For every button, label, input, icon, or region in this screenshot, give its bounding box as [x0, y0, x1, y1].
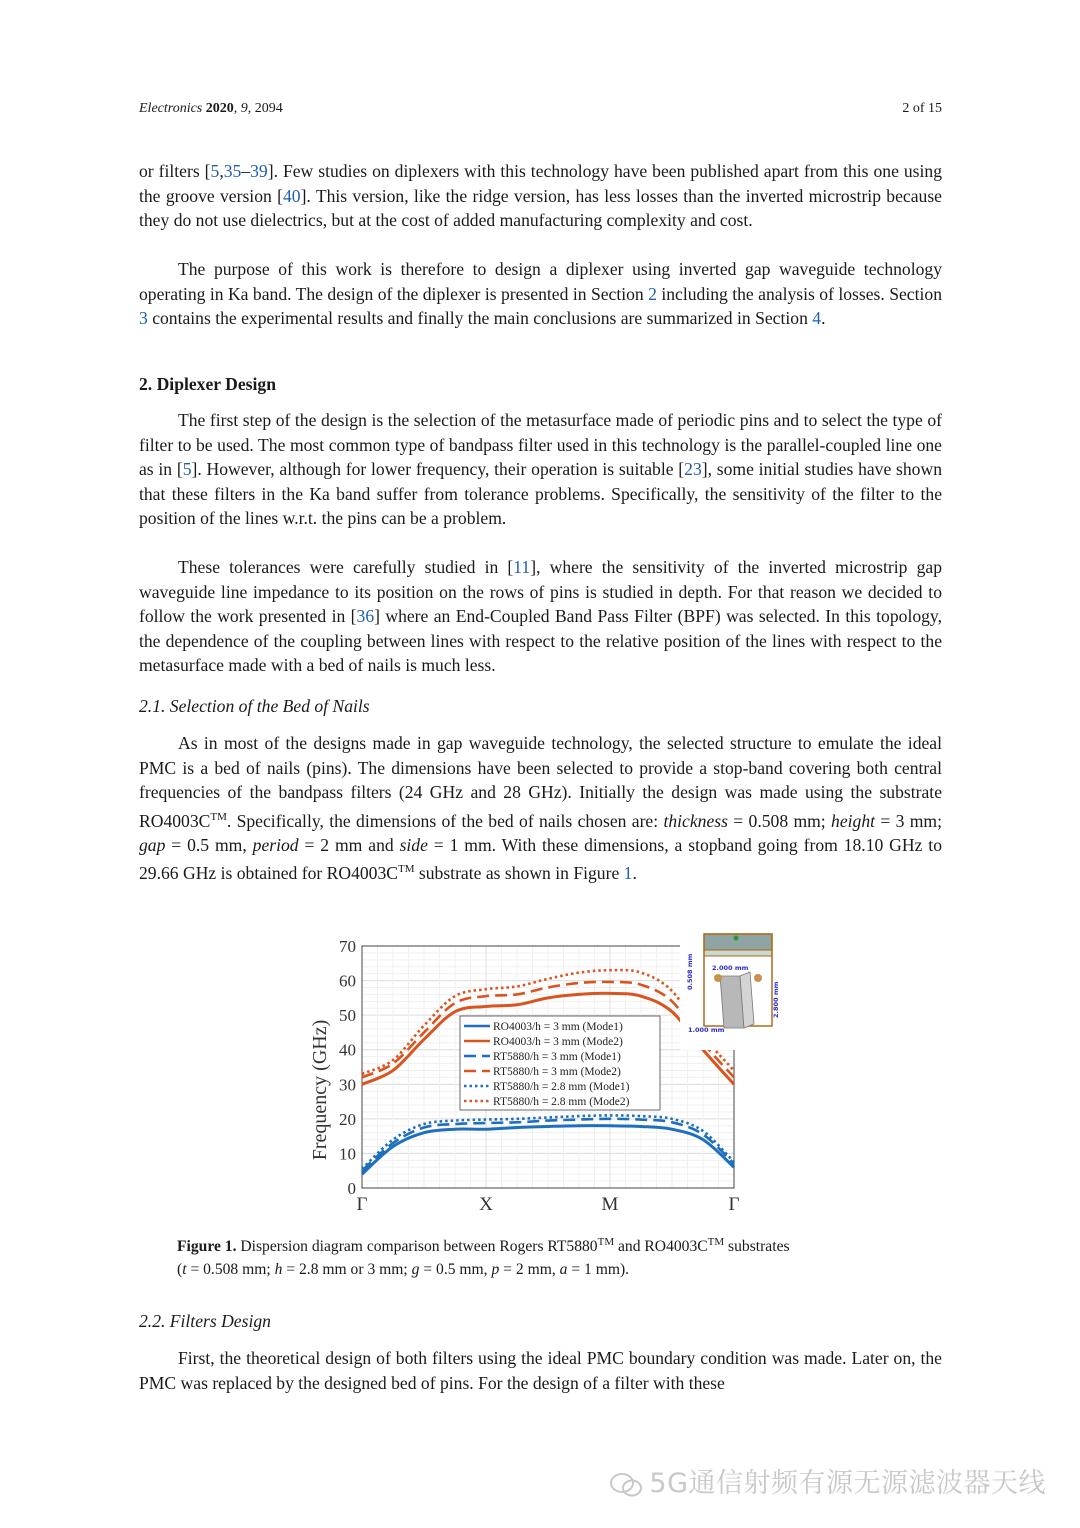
y-axis-label: Frequency (GHz): [309, 1019, 331, 1161]
y-tick-label: 40: [339, 1040, 356, 1060]
subsection-heading: 2.1. Selection of the Bed of Nails: [139, 696, 370, 716]
citation-link[interactable]: 35: [223, 161, 242, 181]
y-tick-label: 70: [339, 937, 356, 956]
citation-link[interactable]: 23: [684, 459, 702, 479]
y-tick-label: 10: [339, 1144, 356, 1164]
y-tick-label: 0: [347, 1179, 356, 1198]
journal-citation: Electronics 2020, 9, 2094: [139, 101, 283, 116]
wechat-watermark: 5G通信射频有源无源滤波器天线: [609, 1461, 1046, 1500]
y-tick-label: 60: [339, 971, 356, 991]
dispersion-diagram: [300, 928, 780, 1218]
inset-port-right: [754, 974, 762, 982]
wechat-icon: [609, 1472, 643, 1498]
citation-link[interactable]: 39: [250, 161, 268, 181]
section-link[interactable]: 2: [648, 283, 657, 304]
y-tick-label: 50: [339, 1006, 356, 1026]
legend-entry: RT5880/h = 2.8 mm (Mode2): [493, 1096, 630, 1108]
paragraph-5: As in most of the designs made in gap waveguide technology, the selected structure to emulate the ideal PMC is a bed of nails (pins). The dimensions have been selected to provide a stop-band covering both central frequencies of the bandpass filters (24 GHz and 28 GHz). Initially the design was made using the substrate RO4003C™. Specifically, the dimensions of the bed of nails chosen are: thickness = 0.508 mm; height = 3 mm; gap = 0.5 mm, period = 2 mm and side = 1 mm. With these dimensions, a stopband going from 18.10 GHz to 29.66 GHz is obtained for RO4003C™ substrate as shown in Figure 1.: [139, 733, 942, 884]
inset-substrate: [704, 950, 772, 956]
citation-link[interactable]: 5: [182, 459, 192, 479]
paragraph-3: The first step of the design is the selection of the metasurface made of periodic pins and to select the type of filter to be used. The most common type of bandpass filter used in this technology is the parallel-coupled line one as in [5]. However, although for lower frequency, their operation is suitable [23], some initial studies have shown that these filters in the Ka band suffer from tolerance problems. Specifically, the sensitivity of the filter to the position of the lines w.r.t. the pins can be a problem.: [139, 410, 942, 528]
x-tick-label: Γ: [356, 1194, 368, 1215]
citation-link[interactable]: 11: [513, 557, 531, 577]
x-tick-label: X: [479, 1194, 493, 1215]
citation-link[interactable]: 40: [282, 185, 301, 206]
dispersion-chart: [300, 928, 780, 1218]
inset-top-plate: [704, 934, 772, 950]
legend-entry: RO4003/h = 3 mm (Mode2): [493, 1036, 623, 1048]
inset-dim-height: 2.800 mm: [772, 981, 780, 1018]
inset-port-left: [714, 974, 722, 982]
legend-entry: RT5880/h = 3 mm (Mode1): [493, 1051, 621, 1063]
x-tick-label: Γ: [728, 1194, 740, 1215]
section-heading: 2. Diplexer Design: [139, 374, 276, 394]
unit-cell-inset: [680, 932, 780, 1050]
page-number: 2 of 15: [902, 101, 942, 116]
paragraph-6: First, the theoretical design of both filters using the ideal PMC boundary condition was made. Later on, the PMC was replaced by the designed bed of pins. For the design of a filter with these: [139, 1348, 942, 1393]
section-link[interactable]: 4: [812, 308, 822, 328]
inset-dim-thickness: 0.508 mm: [686, 953, 694, 990]
legend-entry: RO4003/h = 3 mm (Mode1): [493, 1021, 623, 1033]
inset-axis-marker: [734, 936, 739, 941]
section-link[interactable]: 3: [139, 308, 148, 328]
citation-link[interactable]: 5: [210, 161, 220, 181]
y-tick-label: 30: [339, 1075, 356, 1095]
subsection-heading: 2.2. Filters Design: [139, 1311, 271, 1331]
figure-caption: Figure 1. Dispersion diagram comparison between Rogers RT5880™ and RO4003C™ substrates (t = 0.508 mm; h = 2.8 mm or 3 mm; g = 0.5 mm, p = 2 mm, a = 1 mm).: [177, 1236, 790, 1279]
legend-entry: RT5880/h = 3 mm (Mode2): [493, 1066, 621, 1078]
paragraph-4: These tolerances were carefully studied in [11], where the sensitivity of the inverted microstrip gap waveguide line impedance to its position on the rows of pins is studied in depth. For that reason we decided to follow the work presented in [36] where an End-Coupled Band Pass Filter (BPF) was selected. In this topology, the dependence of the coupling between lines with respect to the relative position of the lines with respect to the metasurface made with a bed of nails is much less.: [139, 557, 942, 675]
x-tick-label: M: [601, 1194, 619, 1215]
paragraph-1: or filters [5,35–39]. Few studies on diplexers with this technology have been published apart from this one using the groove version [40]. This version, like the ridge version, has less losses than the inverted microstrip because they do not use dielectrics, but at the cost of added manufacturing complexity and cost.: [139, 161, 942, 230]
legend-entry: RT5880/h = 2.8 mm (Mode1): [493, 1081, 630, 1093]
citation-link[interactable]: 36: [356, 606, 375, 626]
figure-link[interactable]: 1: [623, 863, 633, 884]
paragraph-2: The purpose of this work is therefore to design a diplexer using inverted gap waveguide technology operating in Ka band. The design of the diplexer is presented in Section 2 including the analysis of losses. Section 3 contains the experimental results and finally the main conclusions are summarized in Section 4.: [139, 259, 942, 328]
chart-legend: [460, 1016, 660, 1110]
inset-dim-period: 2.000 mm: [712, 964, 749, 972]
inset-dim-side: 1.000 mm: [688, 1026, 725, 1034]
y-tick-label: 20: [339, 1109, 356, 1129]
